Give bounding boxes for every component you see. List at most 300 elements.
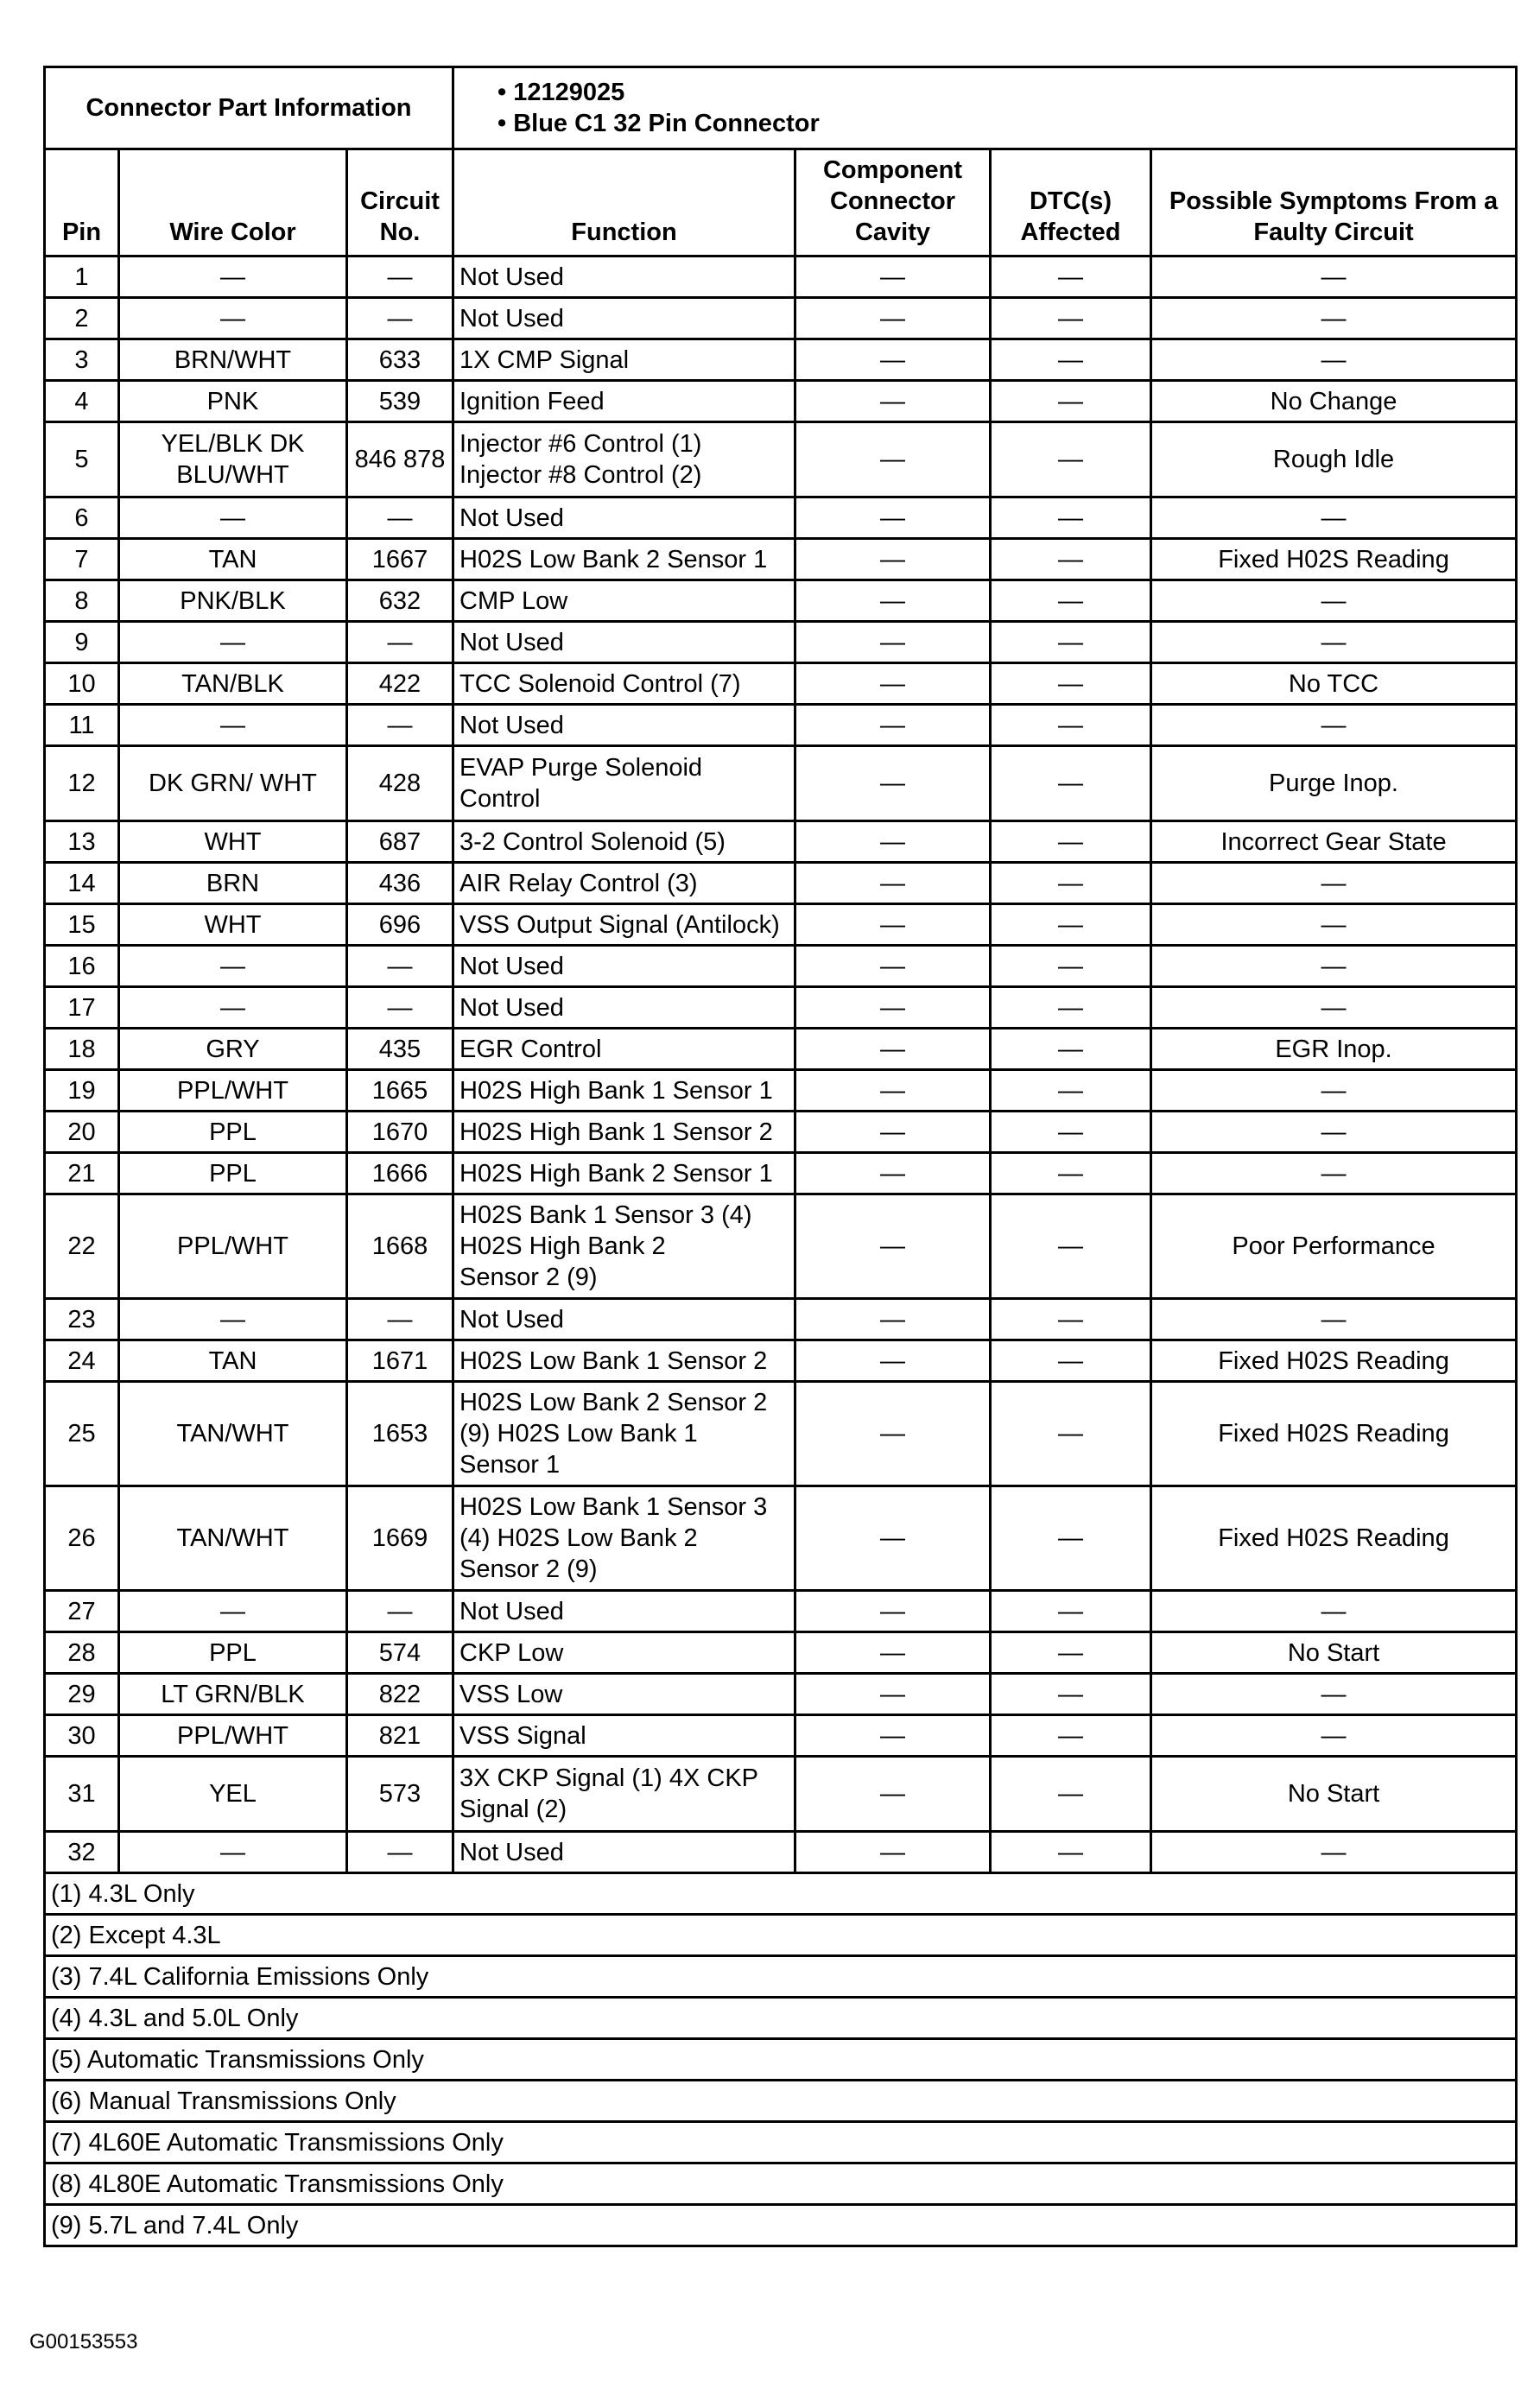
table-row xyxy=(45,622,1517,663)
function-cell xyxy=(453,821,795,863)
table-row xyxy=(45,863,1517,904)
cavity-cell: — xyxy=(795,1632,991,1674)
footnote-row xyxy=(45,2081,1517,2122)
pin-cell: 17 xyxy=(45,987,119,1029)
function-line: H02S High Bank 1 Sensor 2 xyxy=(459,1118,773,1146)
function-line: Not Used xyxy=(459,1305,564,1334)
function-line: Injector #8 Control (2) xyxy=(459,461,702,489)
pin-cell: 24 xyxy=(45,1340,119,1382)
function-line: Not Used xyxy=(459,263,564,291)
table-row xyxy=(45,1486,1517,1591)
function-line: EVAP Purge Solenoid xyxy=(459,754,703,782)
cavity-cell: — xyxy=(795,1591,991,1632)
wire-color-cell: PNK xyxy=(119,381,347,422)
function-line: Not Used xyxy=(459,952,564,980)
pin-cell: 15 xyxy=(45,904,119,946)
function-cell xyxy=(453,339,795,381)
pin-cell: 21 xyxy=(45,1153,119,1194)
pin-cell: 22 xyxy=(45,1194,119,1299)
function-cell xyxy=(453,1382,795,1486)
connector-description: • Blue C1 32 Pin Connector xyxy=(497,110,820,137)
table-row xyxy=(45,746,1517,821)
wire-color-cell: PPL/WHT xyxy=(119,1070,347,1112)
wire-color-cell: BRN xyxy=(119,863,347,904)
cavity-cell: — xyxy=(795,422,991,497)
wire-color-cell: TAN/WHT xyxy=(119,1486,347,1591)
function-cell xyxy=(453,904,795,946)
wire-color-cell: PPL xyxy=(119,1632,347,1674)
pin-cell: 20 xyxy=(45,1112,119,1153)
circuit-no-cell: 1665 xyxy=(347,1070,453,1112)
wire-color-cell: YEL/BLK DK BLU/WHT xyxy=(119,422,347,497)
wire-color-cell: TAN/WHT xyxy=(119,1382,347,1486)
circuit-no-cell: 1667 xyxy=(347,539,453,580)
pin-cell: 27 xyxy=(45,1591,119,1632)
symptom-cell: Rough Idle xyxy=(1151,422,1517,497)
table-row xyxy=(45,257,1517,298)
function-line: Sensor 1 xyxy=(459,1451,561,1479)
wire-color-cell: — xyxy=(119,497,347,539)
cavity-cell: — xyxy=(795,1757,991,1832)
cavity-cell: — xyxy=(795,1112,991,1153)
cavity-cell: — xyxy=(795,705,991,746)
circuit-no-cell: 428 xyxy=(347,746,453,821)
pin-cell: 18 xyxy=(45,1029,119,1070)
table-row xyxy=(45,422,1517,497)
circuit-no-cell: 632 xyxy=(347,580,453,622)
pin-cell: 13 xyxy=(45,821,119,863)
function-cell xyxy=(453,1153,795,1194)
table-row xyxy=(45,1029,1517,1070)
dtc-cell: — xyxy=(991,298,1151,339)
wire-color-cell: — xyxy=(119,1299,347,1340)
circuit-no-cell: 539 xyxy=(347,381,453,422)
function-line: H02S High Bank 1 Sensor 1 xyxy=(459,1076,773,1105)
dtc-cell: — xyxy=(991,1112,1151,1153)
wire-color-cell: WHT xyxy=(119,904,347,946)
table-row xyxy=(45,987,1517,1029)
dtc-cell: — xyxy=(991,1486,1151,1591)
function-line: 1X CMP Signal xyxy=(459,345,630,374)
pin-cell: 6 xyxy=(45,497,119,539)
function-line: Not Used xyxy=(459,1597,564,1625)
image-id-caption: G00153553 xyxy=(29,2330,138,2353)
table-row xyxy=(45,1299,1517,1340)
cavity-cell: — xyxy=(795,1070,991,1112)
col-header-circuit-no: Circuit No. xyxy=(347,149,453,257)
cavity-cell: — xyxy=(795,821,991,863)
table-row xyxy=(45,497,1517,539)
circuit-no-cell: — xyxy=(347,497,453,539)
symptom-cell: — xyxy=(1151,257,1517,298)
dtc-cell: — xyxy=(991,705,1151,746)
symptom-cell: — xyxy=(1151,497,1517,539)
circuit-no-cell: — xyxy=(347,298,453,339)
function-line: Not Used xyxy=(459,1838,564,1866)
function-cell xyxy=(453,863,795,904)
function-line: CMP Low xyxy=(459,586,568,615)
function-cell xyxy=(453,381,795,422)
connector-part-info-values xyxy=(453,67,1517,149)
symptom-cell: — xyxy=(1151,946,1517,987)
cavity-cell: — xyxy=(795,580,991,622)
dtc-cell: — xyxy=(991,622,1151,663)
cavity-cell: — xyxy=(795,622,991,663)
circuit-no-cell: 696 xyxy=(347,904,453,946)
dtc-cell: — xyxy=(991,746,1151,821)
function-cell xyxy=(453,1591,795,1632)
footnote-text: (2) Except 4.3L xyxy=(45,1915,1517,1956)
function-cell xyxy=(453,497,795,539)
circuit-no-cell: — xyxy=(347,705,453,746)
cavity-cell: — xyxy=(795,1715,991,1757)
symptom-cell: Purge Inop. xyxy=(1151,746,1517,821)
function-line: Ignition Feed xyxy=(459,387,605,415)
table-row xyxy=(45,1674,1517,1715)
symptom-cell: — xyxy=(1151,1674,1517,1715)
pin-cell: 2 xyxy=(45,298,119,339)
connector-info-row xyxy=(45,67,1517,149)
wire-color-cell: PPL/WHT xyxy=(119,1715,347,1757)
symptom-cell: — xyxy=(1151,580,1517,622)
cavity-cell: — xyxy=(795,1382,991,1486)
part-number: • 12129025 xyxy=(497,79,625,106)
symptom-cell: — xyxy=(1151,622,1517,663)
symptom-cell: No Start xyxy=(1151,1757,1517,1832)
pin-cell: 32 xyxy=(45,1832,119,1873)
cavity-cell: — xyxy=(795,539,991,580)
wire-color-cell: DK GRN/ WHT xyxy=(119,746,347,821)
dtc-cell: — xyxy=(991,1029,1151,1070)
symptom-cell: — xyxy=(1151,1070,1517,1112)
symptom-cell: — xyxy=(1151,705,1517,746)
pin-cell: 4 xyxy=(45,381,119,422)
dtc-cell: — xyxy=(991,987,1151,1029)
dtc-cell: — xyxy=(991,1832,1151,1873)
wire-color-cell: — xyxy=(119,298,347,339)
pin-cell: 10 xyxy=(45,663,119,705)
symptom-cell: Fixed H02S Reading xyxy=(1151,539,1517,580)
table-row xyxy=(45,580,1517,622)
wire-color-cell: — xyxy=(119,705,347,746)
function-cell xyxy=(453,987,795,1029)
circuit-no-cell: 573 xyxy=(347,1757,453,1832)
circuit-no-cell: — xyxy=(347,987,453,1029)
pin-cell: 16 xyxy=(45,946,119,987)
symptom-cell: Fixed H02S Reading xyxy=(1151,1486,1517,1591)
table-row xyxy=(45,1632,1517,1674)
function-line: H02S High Bank 2 xyxy=(459,1232,666,1260)
col-header-pin: Pin xyxy=(45,149,119,257)
cavity-cell: — xyxy=(795,946,991,987)
function-line: VSS Output Signal (Antilock) xyxy=(459,910,780,939)
circuit-no-cell: 436 xyxy=(347,863,453,904)
table-row xyxy=(45,339,1517,381)
function-line: VSS Low xyxy=(459,1680,563,1708)
col-header-wire-color: Wire Color xyxy=(119,149,347,257)
function-line: Injector #6 Control (1) xyxy=(459,430,702,458)
column-header-row xyxy=(45,149,1517,257)
symptom-cell: — xyxy=(1151,1832,1517,1873)
footnote-text: (6) Manual Transmissions Only xyxy=(45,2081,1517,2122)
circuit-no-cell: — xyxy=(347,1299,453,1340)
circuit-no-cell: 574 xyxy=(347,1632,453,1674)
table-row xyxy=(45,1153,1517,1194)
function-line: Not Used xyxy=(459,504,564,532)
symptom-cell: — xyxy=(1151,298,1517,339)
function-line: EGR Control xyxy=(459,1035,602,1063)
function-line: Sensor 2 (9) xyxy=(459,1555,598,1583)
circuit-no-cell: — xyxy=(347,1591,453,1632)
table-row xyxy=(45,1382,1517,1486)
col-header-component-connector-cavity: Component Connector Cavity xyxy=(795,149,991,257)
dtc-cell: — xyxy=(991,1299,1151,1340)
dtc-cell: — xyxy=(991,904,1151,946)
table-body xyxy=(45,67,1517,2246)
wire-color-cell: LT GRN/BLK xyxy=(119,1674,347,1715)
footnote-row xyxy=(45,1915,1517,1956)
table-row xyxy=(45,1112,1517,1153)
function-line: VSS Signal xyxy=(459,1721,586,1750)
cavity-cell: — xyxy=(795,1029,991,1070)
pin-cell: 25 xyxy=(45,1382,119,1486)
circuit-no-cell: — xyxy=(347,622,453,663)
function-cell xyxy=(453,1299,795,1340)
pin-cell: 23 xyxy=(45,1299,119,1340)
function-line: 3-2 Control Solenoid (5) xyxy=(459,827,726,856)
table-row xyxy=(45,663,1517,705)
circuit-no-cell: 1668 xyxy=(347,1194,453,1299)
table-row xyxy=(45,298,1517,339)
cavity-cell: — xyxy=(795,863,991,904)
cavity-cell: — xyxy=(795,663,991,705)
function-cell xyxy=(453,1832,795,1873)
circuit-no-cell: 435 xyxy=(347,1029,453,1070)
footnote-row xyxy=(45,2163,1517,2205)
footnote-row xyxy=(45,2039,1517,2081)
symptom-cell: — xyxy=(1151,1299,1517,1340)
function-line: H02S Low Bank 2 Sensor 2 xyxy=(459,1389,768,1416)
dtc-cell: — xyxy=(991,422,1151,497)
dtc-cell: — xyxy=(991,1674,1151,1715)
cavity-cell: — xyxy=(795,1486,991,1591)
pin-cell: 28 xyxy=(45,1632,119,1674)
dtc-cell: — xyxy=(991,539,1151,580)
function-line: Control xyxy=(459,785,541,813)
pin-cell: 31 xyxy=(45,1757,119,1832)
footnote-row xyxy=(45,2205,1517,2246)
pin-cell: 12 xyxy=(45,746,119,821)
cavity-cell: — xyxy=(795,904,991,946)
function-line: Sensor 2 (9) xyxy=(459,1264,598,1291)
dtc-cell: — xyxy=(991,1591,1151,1632)
wire-color-cell: — xyxy=(119,622,347,663)
pin-cell: 8 xyxy=(45,580,119,622)
dtc-cell: — xyxy=(991,946,1151,987)
wire-color-cell: YEL xyxy=(119,1757,347,1832)
function-cell xyxy=(453,1070,795,1112)
symptom-cell: Poor Performance xyxy=(1151,1194,1517,1299)
cavity-cell: — xyxy=(795,497,991,539)
function-line: AIR Relay Control (3) xyxy=(459,869,698,897)
symptom-cell: — xyxy=(1151,1153,1517,1194)
circuit-no-cell: 822 xyxy=(347,1674,453,1715)
wire-color-cell: PNK/BLK xyxy=(119,580,347,622)
wire-color-cell: — xyxy=(119,946,347,987)
dtc-cell: — xyxy=(991,821,1151,863)
pin-cell: 30 xyxy=(45,1715,119,1757)
cavity-cell: — xyxy=(795,1153,991,1194)
dtc-cell: — xyxy=(991,1340,1151,1382)
footnote-row xyxy=(45,2122,1517,2163)
dtc-cell: — xyxy=(991,1632,1151,1674)
wire-color-cell: — xyxy=(119,1591,347,1632)
circuit-no-cell: 846 878 xyxy=(347,422,453,497)
wire-color-cell: TAN xyxy=(119,539,347,580)
footnote-text: (4) 4.3L and 5.0L Only xyxy=(45,1998,1517,2039)
pin-cell: 3 xyxy=(45,339,119,381)
symptom-cell: — xyxy=(1151,987,1517,1029)
pin-cell: 11 xyxy=(45,705,119,746)
symptom-cell: No Start xyxy=(1151,1632,1517,1674)
cavity-cell: — xyxy=(795,1674,991,1715)
dtc-cell: — xyxy=(991,1757,1151,1832)
function-line: 3X CKP Signal (1) 4X CKP xyxy=(459,1764,759,1792)
dtc-cell: — xyxy=(991,339,1151,381)
function-cell xyxy=(453,422,795,497)
symptom-cell: — xyxy=(1151,1112,1517,1153)
function-cell xyxy=(453,622,795,663)
function-line: Not Used xyxy=(459,304,564,333)
dtc-cell: — xyxy=(991,1194,1151,1299)
table-row xyxy=(45,1591,1517,1632)
cavity-cell: — xyxy=(795,746,991,821)
dtc-cell: — xyxy=(991,1715,1151,1757)
wire-color-cell: PPL/WHT xyxy=(119,1194,347,1299)
symptom-cell: No Change xyxy=(1151,381,1517,422)
symptom-cell: Incorrect Gear State xyxy=(1151,821,1517,863)
function-line: Not Used xyxy=(459,628,564,656)
symptom-cell: — xyxy=(1151,863,1517,904)
function-cell xyxy=(453,1674,795,1715)
connector-table-sheet xyxy=(43,66,1515,2247)
cavity-cell: — xyxy=(795,987,991,1029)
circuit-no-cell: 1666 xyxy=(347,1153,453,1194)
circuit-no-cell: 422 xyxy=(347,663,453,705)
function-cell xyxy=(453,1486,795,1591)
function-cell xyxy=(453,705,795,746)
wire-color-cell: WHT xyxy=(119,821,347,863)
pin-cell: 5 xyxy=(45,422,119,497)
dtc-cell: — xyxy=(991,863,1151,904)
footnote-text: (8) 4L80E Automatic Transmissions Only xyxy=(45,2163,1517,2205)
pin-cell: 7 xyxy=(45,539,119,580)
function-cell xyxy=(453,1112,795,1153)
dtc-cell: — xyxy=(991,381,1151,422)
cavity-cell: — xyxy=(795,1340,991,1382)
pin-cell: 19 xyxy=(45,1070,119,1112)
cavity-cell: — xyxy=(795,381,991,422)
circuit-no-cell: 1670 xyxy=(347,1112,453,1153)
table-row xyxy=(45,946,1517,987)
function-cell xyxy=(453,257,795,298)
connector-part-info-label: Connector Part Information xyxy=(45,67,453,149)
function-cell xyxy=(453,1632,795,1674)
table-row xyxy=(45,1070,1517,1112)
circuit-no-cell: 1671 xyxy=(347,1340,453,1382)
footnote-text: (7) 4L60E Automatic Transmissions Only xyxy=(45,2122,1517,2163)
table-row xyxy=(45,1832,1517,1873)
function-cell xyxy=(453,663,795,705)
table-row xyxy=(45,381,1517,422)
cavity-cell: — xyxy=(795,298,991,339)
col-header-possible-symptoms: Possible Symptoms From a Faulty Circuit xyxy=(1151,149,1517,257)
connector-info-table xyxy=(43,66,1518,2247)
pin-cell: 26 xyxy=(45,1486,119,1591)
function-cell xyxy=(453,580,795,622)
table-row xyxy=(45,1340,1517,1382)
dtc-cell: — xyxy=(991,1382,1151,1486)
col-header-function: Function xyxy=(453,149,795,257)
table-row xyxy=(45,705,1517,746)
wire-color-cell: — xyxy=(119,257,347,298)
function-line: H02S Low Bank 2 Sensor 1 xyxy=(459,545,768,573)
dtc-cell: — xyxy=(991,1070,1151,1112)
symptom-cell: No TCC xyxy=(1151,663,1517,705)
symptom-cell: — xyxy=(1151,1715,1517,1757)
pin-cell: 9 xyxy=(45,622,119,663)
function-cell xyxy=(453,1194,795,1299)
symptom-cell: — xyxy=(1151,904,1517,946)
function-line: (4) H02S Low Bank 2 xyxy=(459,1524,698,1552)
footnote-text: (1) 4.3L Only xyxy=(45,1873,1517,1915)
function-line: Not Used xyxy=(459,993,564,1022)
footnote-row xyxy=(45,1998,1517,2039)
circuit-no-cell: 1653 xyxy=(347,1382,453,1486)
footnote-text: (9) 5.7L and 7.4L Only xyxy=(45,2205,1517,2246)
circuit-no-cell: 687 xyxy=(347,821,453,863)
dtc-cell: — xyxy=(991,580,1151,622)
col-header-dtc-affected: DTC(s) Affected xyxy=(991,149,1151,257)
function-cell xyxy=(453,1029,795,1070)
dtc-cell: — xyxy=(991,1153,1151,1194)
wire-color-cell: PPL xyxy=(119,1153,347,1194)
dtc-cell: — xyxy=(991,663,1151,705)
symptom-cell: Fixed H02S Reading xyxy=(1151,1340,1517,1382)
wire-color-cell: PPL xyxy=(119,1112,347,1153)
function-cell xyxy=(453,1340,795,1382)
function-line: H02S Bank 1 Sensor 3 (4) xyxy=(459,1201,752,1229)
wire-color-cell: — xyxy=(119,1832,347,1873)
circuit-no-cell: — xyxy=(347,946,453,987)
function-line: Not Used xyxy=(459,711,564,739)
table-row xyxy=(45,539,1517,580)
function-line: H02S Low Bank 1 Sensor 3 xyxy=(459,1493,768,1521)
cavity-cell: — xyxy=(795,1299,991,1340)
circuit-no-cell: 821 xyxy=(347,1715,453,1757)
function-cell xyxy=(453,1715,795,1757)
function-cell xyxy=(453,1757,795,1832)
wire-color-cell: TAN/BLK xyxy=(119,663,347,705)
pin-cell: 14 xyxy=(45,863,119,904)
table-row xyxy=(45,1194,1517,1299)
dtc-cell: — xyxy=(991,257,1151,298)
symptom-cell: Fixed H02S Reading xyxy=(1151,1382,1517,1486)
pin-cell: 1 xyxy=(45,257,119,298)
function-cell xyxy=(453,298,795,339)
circuit-no-cell: 633 xyxy=(347,339,453,381)
table-row xyxy=(45,1757,1517,1832)
